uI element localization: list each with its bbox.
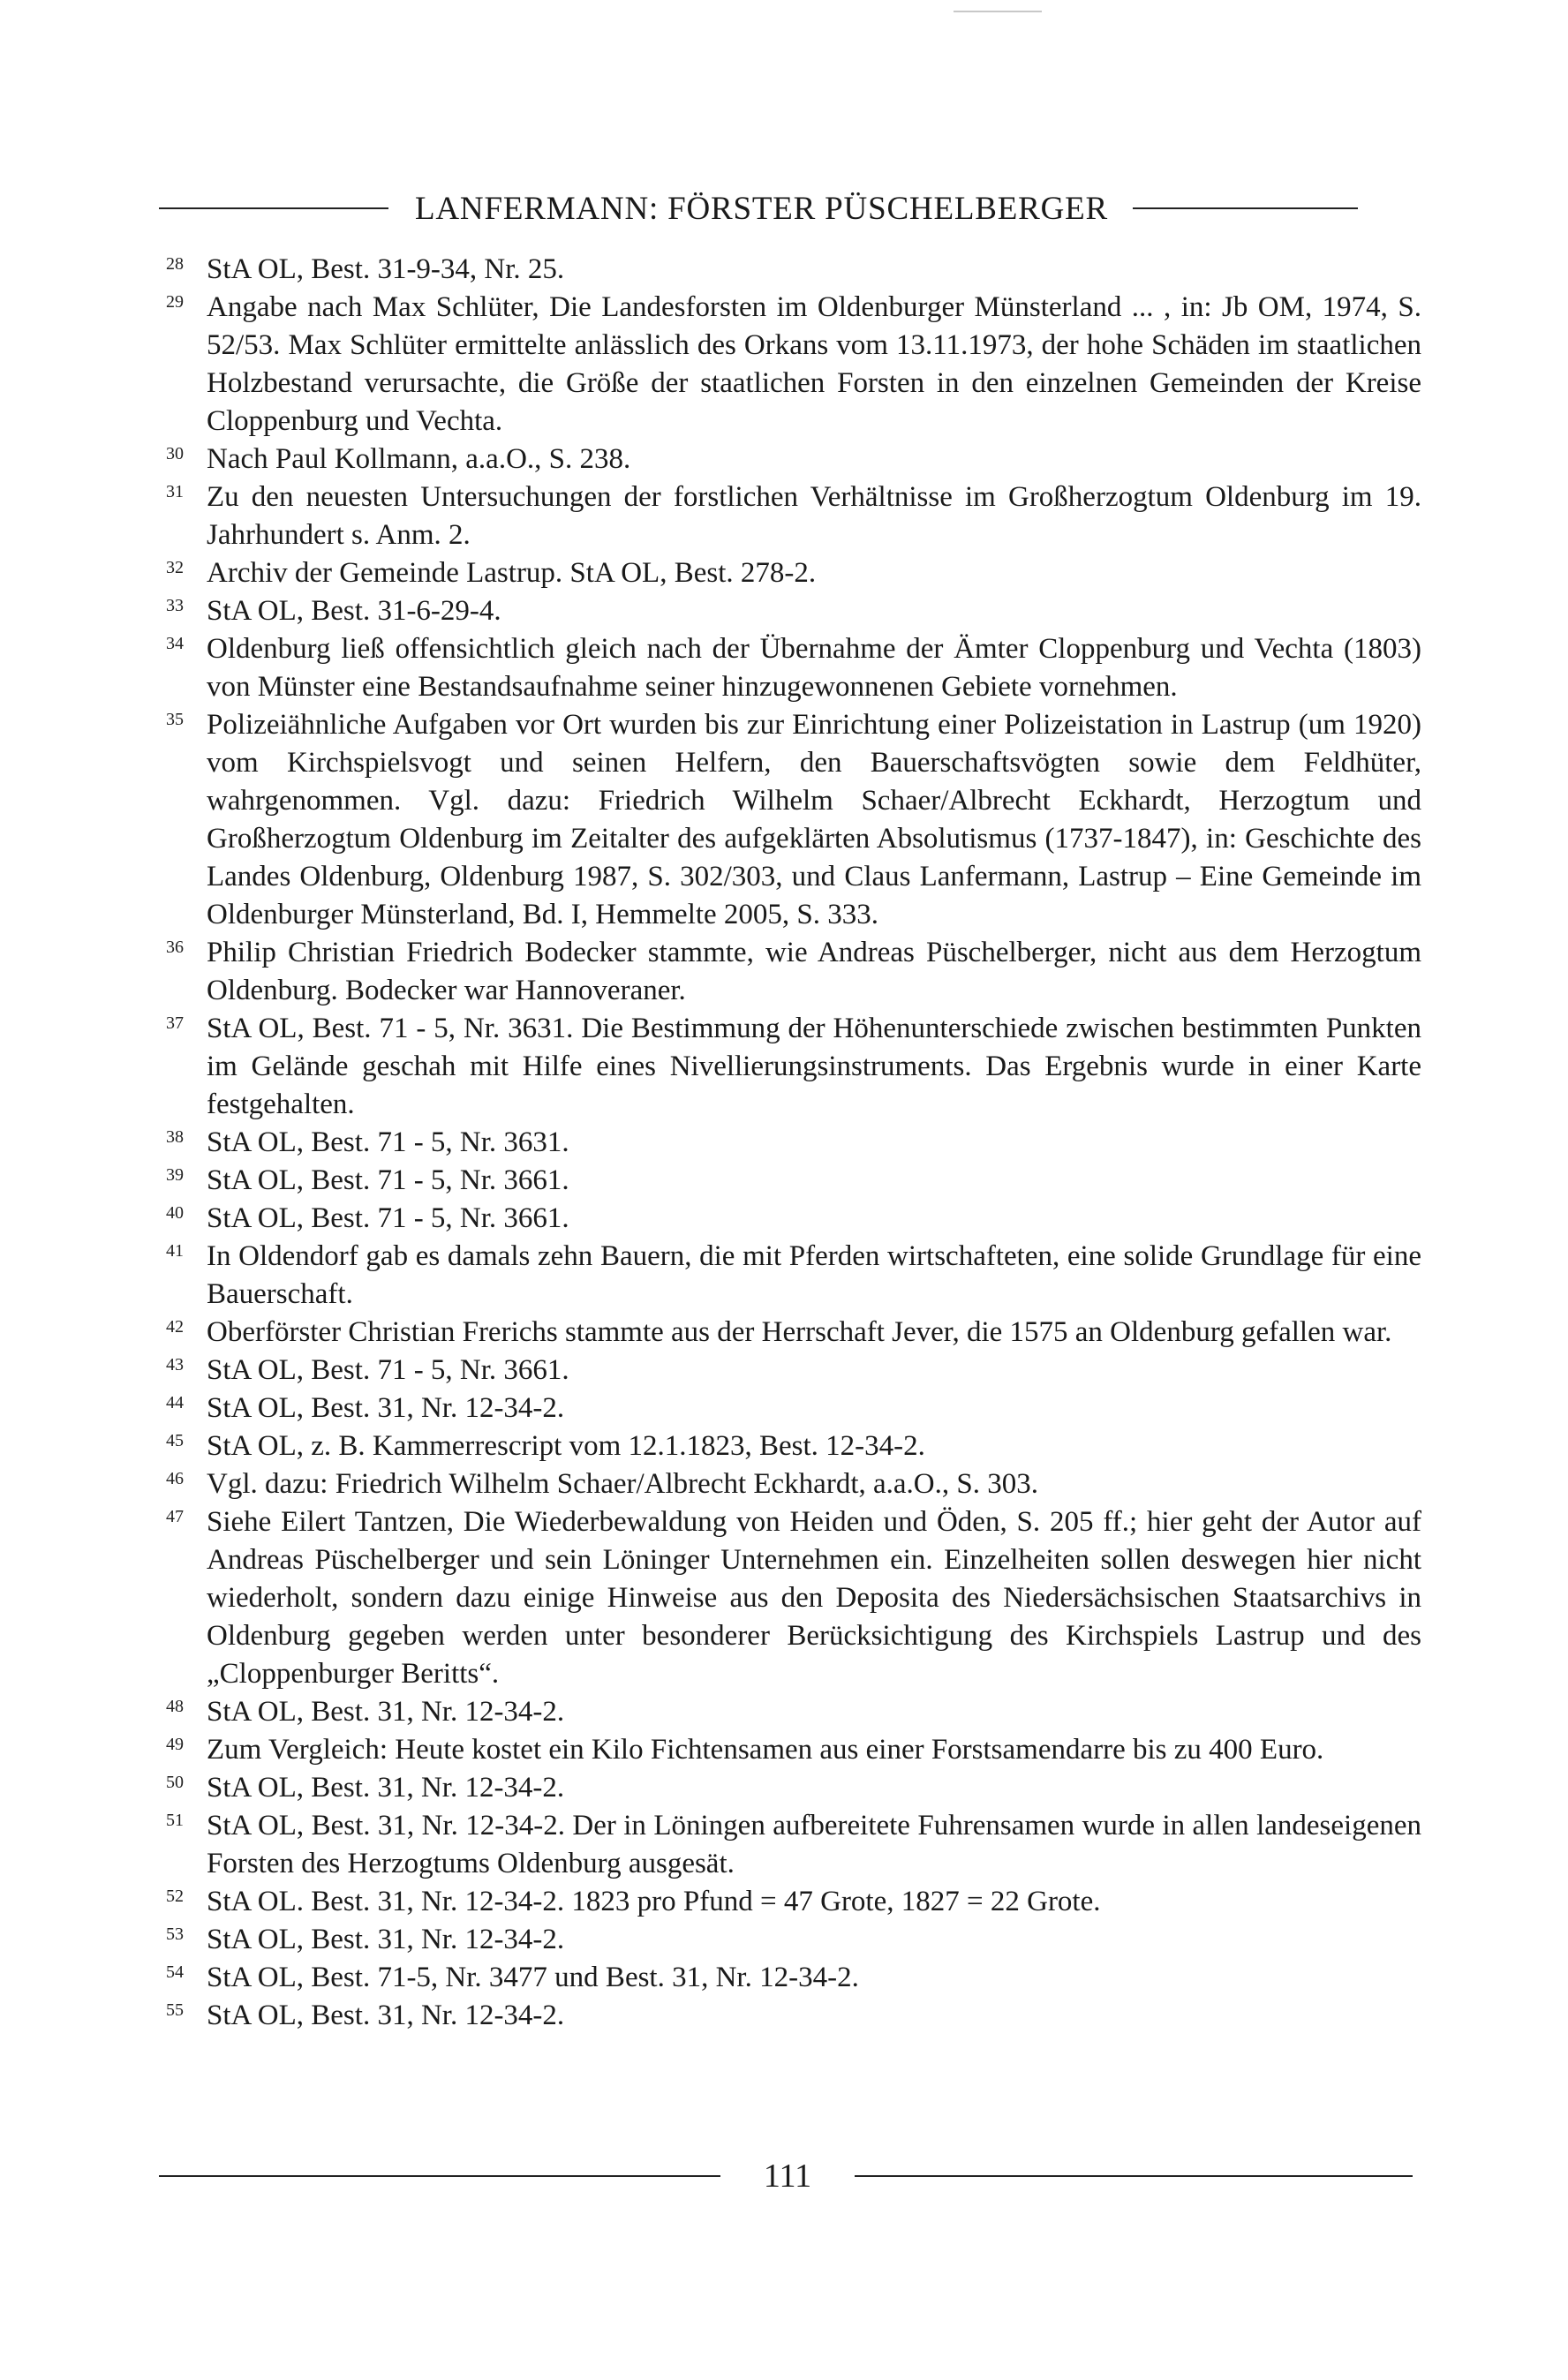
footnote-text: Archiv der Gemeinde Lastrup. StA OL, Best. 278-2. (207, 557, 817, 589)
footnote (166, 1731, 1421, 1769)
footnote-number: 30 (166, 444, 184, 463)
footnote (166, 441, 1421, 478)
footnote-text: Angabe nach Max Schlüter, Die Landesforsten im Oldenburger Münsterland ... , in: Jb OM, 1974, S. 52/53. Max Schlüter ermittelte anlässlich des Orkans vom 13.11.1973, der hohe Schäden im staatlichen Holzbestand verursachte, die Größe der staatlichen Forsten in den einzelnen Gemeinden der Kreise Cloppenburg und Vechta. (207, 291, 1421, 437)
footnote-number: 48 (166, 1697, 184, 1716)
footnote (166, 1465, 1421, 1503)
footnote-number: 50 (166, 1773, 184, 1792)
footnote-text: StA OL, Best. 71-5, Nr. 3477 und Best. 31, Nr. 12-34-2. (207, 1962, 859, 1993)
footnote (166, 478, 1421, 554)
footnote (166, 1959, 1421, 1997)
footnote (166, 1162, 1421, 1200)
footnote (166, 1921, 1421, 1959)
footnote-text: StA OL, Best. 71 - 5, Nr. 3631. Die Bestimmung der Höhenunterschiede zwischen bestimmten Punkten im Gelände geschah mit Hilfe eines Nivellierungsinstruments. Das Ergebnis wurde in einer Karte festgehalten. (207, 1013, 1421, 1120)
footnote (166, 1807, 1421, 1883)
footnote (166, 592, 1421, 630)
footnote-number: 28 (166, 254, 184, 274)
footnote (166, 251, 1421, 289)
footnote-number: 38 (166, 1127, 184, 1147)
header-rule-right (1133, 207, 1358, 209)
footnote-number: 49 (166, 1735, 184, 1754)
footnote (166, 1352, 1421, 1390)
footnote-text: StA OL, Best. 71 - 5, Nr. 3631. (207, 1126, 569, 1158)
footnote-text: StA OL, Best. 71 - 5, Nr. 3661. (207, 1164, 569, 1196)
footnote-text: StA OL, z. B. Kammerrescript vom 12.1.1823, Best. 12-34-2. (207, 1430, 925, 1462)
footnote-text: Oldenburg ließ offensichtlich gleich nach der Übernahme der Ämter Cloppenburg und Vechta (1803) von Münster eine Bestandsaufnahme seiner hinzugewonnenen Gebiete vornehmen. (207, 633, 1421, 703)
footnote-number: 46 (166, 1469, 184, 1488)
footnote-text: StA OL, Best. 31, Nr. 12-34-2. (207, 1696, 565, 1728)
footnote-text: Siehe Eilert Tantzen, Die Wiederbewaldung von Heiden und Öden, S. 205 ff.; hier geht der Autor auf Andreas Püschelberger und sein Löninger Unternehmen ein. Einzelheiten sollen deswegen hier nicht wiederholt, sondern dazu einige Hinweise aus den Deposita des Niedersächsischen Staatsarchivs in Oldenburg gegeben werden unter besonderer Berücksichtigung des Kirchspiels Lastrup und des „Cloppenburger Beritts“. (207, 1506, 1421, 1690)
footnote (166, 934, 1421, 1010)
footnote-number: 43 (166, 1355, 184, 1375)
footnote-list (166, 251, 1421, 2035)
footnote-text: Nach Paul Kollmann, a.a.O., S. 238. (207, 443, 631, 475)
footnote-number: 35 (166, 710, 184, 729)
footnote (166, 289, 1421, 441)
footnote-number: 52 (166, 1887, 184, 1906)
footnote (166, 1124, 1421, 1162)
footnote (166, 1238, 1421, 1314)
footnote-text: StA OL, Best. 31, Nr. 12-34-2. (207, 1924, 565, 1955)
footnote-number: 54 (166, 1962, 184, 1982)
footnote (166, 1997, 1421, 2035)
footnote-text: StA OL, Best. 31-9-34, Nr. 25. (207, 253, 565, 285)
footnote-text: StA OL, Best. 31, Nr. 12-34-2. (207, 1772, 565, 1804)
footnote (166, 1010, 1421, 1124)
top-edge-mark (954, 11, 1042, 12)
footnote (166, 1503, 1421, 1693)
footnote-number: 40 (166, 1203, 184, 1223)
footnote-number: 32 (166, 558, 184, 577)
page-number: 111 (763, 2158, 812, 2195)
footnote-number: 47 (166, 1507, 184, 1526)
running-header (159, 184, 1413, 233)
footnote (166, 630, 1421, 706)
footnote-number: 42 (166, 1317, 184, 1337)
footnote (166, 1769, 1421, 1807)
footnote-number: 45 (166, 1431, 184, 1450)
page-footer (159, 2154, 1413, 2198)
footnote-number: 44 (166, 1393, 184, 1412)
footnote-text: Oberförster Christian Frerichs stammte aus der Herrschaft Jever, die 1575 an Oldenburg gefallen war. (207, 1316, 1392, 1348)
footnote-text: Vgl. dazu: Friedrich Wilhelm Schaer/Albrecht Eckhardt, a.a.O., S. 303. (207, 1468, 1038, 1500)
footnote-number: 31 (166, 482, 184, 501)
footnote-text: Zu den neuesten Untersuchungen der forstlichen Verhältnisse im Großherzogtum Oldenburg im 19. Jahrhundert s. Anm. 2. (207, 481, 1421, 551)
footnote (166, 1390, 1421, 1427)
footnote-number: 53 (166, 1924, 184, 1944)
footnote (166, 1693, 1421, 1731)
footnote (166, 1883, 1421, 1921)
footnote-text: Philip Christian Friedrich Bodecker stammte, wie Andreas Püschelberger, nicht aus dem Herzogtum Oldenburg. Bodecker war Hannoveraner. (207, 937, 1421, 1006)
footnote-number: 51 (166, 1811, 184, 1830)
footnote (166, 1200, 1421, 1238)
footnote (166, 554, 1421, 592)
footnote (166, 1314, 1421, 1352)
footnote-number: 34 (166, 634, 184, 653)
footnote-text: StA OL, Best. 71 - 5, Nr. 3661. (207, 1202, 569, 1234)
footnote-text: StA OL, Best. 31, Nr. 12-34-2. Der in Löningen aufbereitete Fuhrensamen wurde in allen landeseigenen Forsten des Herzogtums Oldenburg ausgesät. (207, 1810, 1421, 1879)
footer-rule-left (159, 2175, 720, 2177)
footnote-text: StA OL, Best. 31, Nr. 12-34-2. (207, 1392, 565, 1424)
footnote-text: StA OL, Best. 31-6-29-4. (207, 595, 501, 627)
footnote-text: Zum Vergleich: Heute kostet ein Kilo Fichtensamen aus einer Forstsamendarre bis zu 400 Euro. (207, 1734, 1324, 1766)
footnote-number: 33 (166, 596, 184, 615)
footnote-text: Polizeiähnliche Aufgaben vor Ort wurden bis zur Einrichtung einer Polizeistation in Lastrup (um 1920) vom Kirchspielsvogt und seinen Helfern, den Bauerschaftsvögten sowie dem Feldhüter, wahrgenommen. Vgl. dazu: Friedrich Wilhelm Schaer/Albrecht Eckhardt, Herzogtum und Großherzogtum Oldenburg im Zeitalter des aufgeklärten Absolutismus (1737-1847), in: Geschichte des Landes Oldenburg, Oldenburg 1987, S. 302/303, und Claus Lanfermann, Lastrup – Eine Gemeinde im Oldenburger Münsterland, Bd. I, Hemmelte 2005, S. 333. (207, 709, 1421, 930)
footnote (166, 706, 1421, 934)
header-rule-left (159, 207, 388, 209)
footnote-number: 36 (166, 938, 184, 957)
footnote-text: StA OL, Best. 31, Nr. 12-34-2. (207, 2000, 565, 2031)
footer-rule-right (855, 2175, 1413, 2177)
footnote (166, 1427, 1421, 1465)
footnote-number: 37 (166, 1013, 184, 1033)
footnote-text: StA OL, Best. 71 - 5, Nr. 3661. (207, 1354, 569, 1386)
footnote-text: StA OL. Best. 31, Nr. 12-34-2. 1823 pro Pfund = 47 Grote, 1827 = 22 Grote. (207, 1886, 1101, 1917)
footnote-number: 29 (166, 292, 184, 312)
footnote-text: In Oldendorf gab es damals zehn Bauern, die mit Pferden wirtschafteten, eine solide Grundlage für eine Bauerschaft. (207, 1240, 1421, 1310)
footnote-number: 39 (166, 1165, 184, 1185)
footnote-number: 41 (166, 1241, 184, 1261)
running-title: LANFERMANN: FÖRSTER PÜSCHELBERGER (415, 190, 1109, 227)
footnote-number: 55 (166, 2000, 184, 2020)
